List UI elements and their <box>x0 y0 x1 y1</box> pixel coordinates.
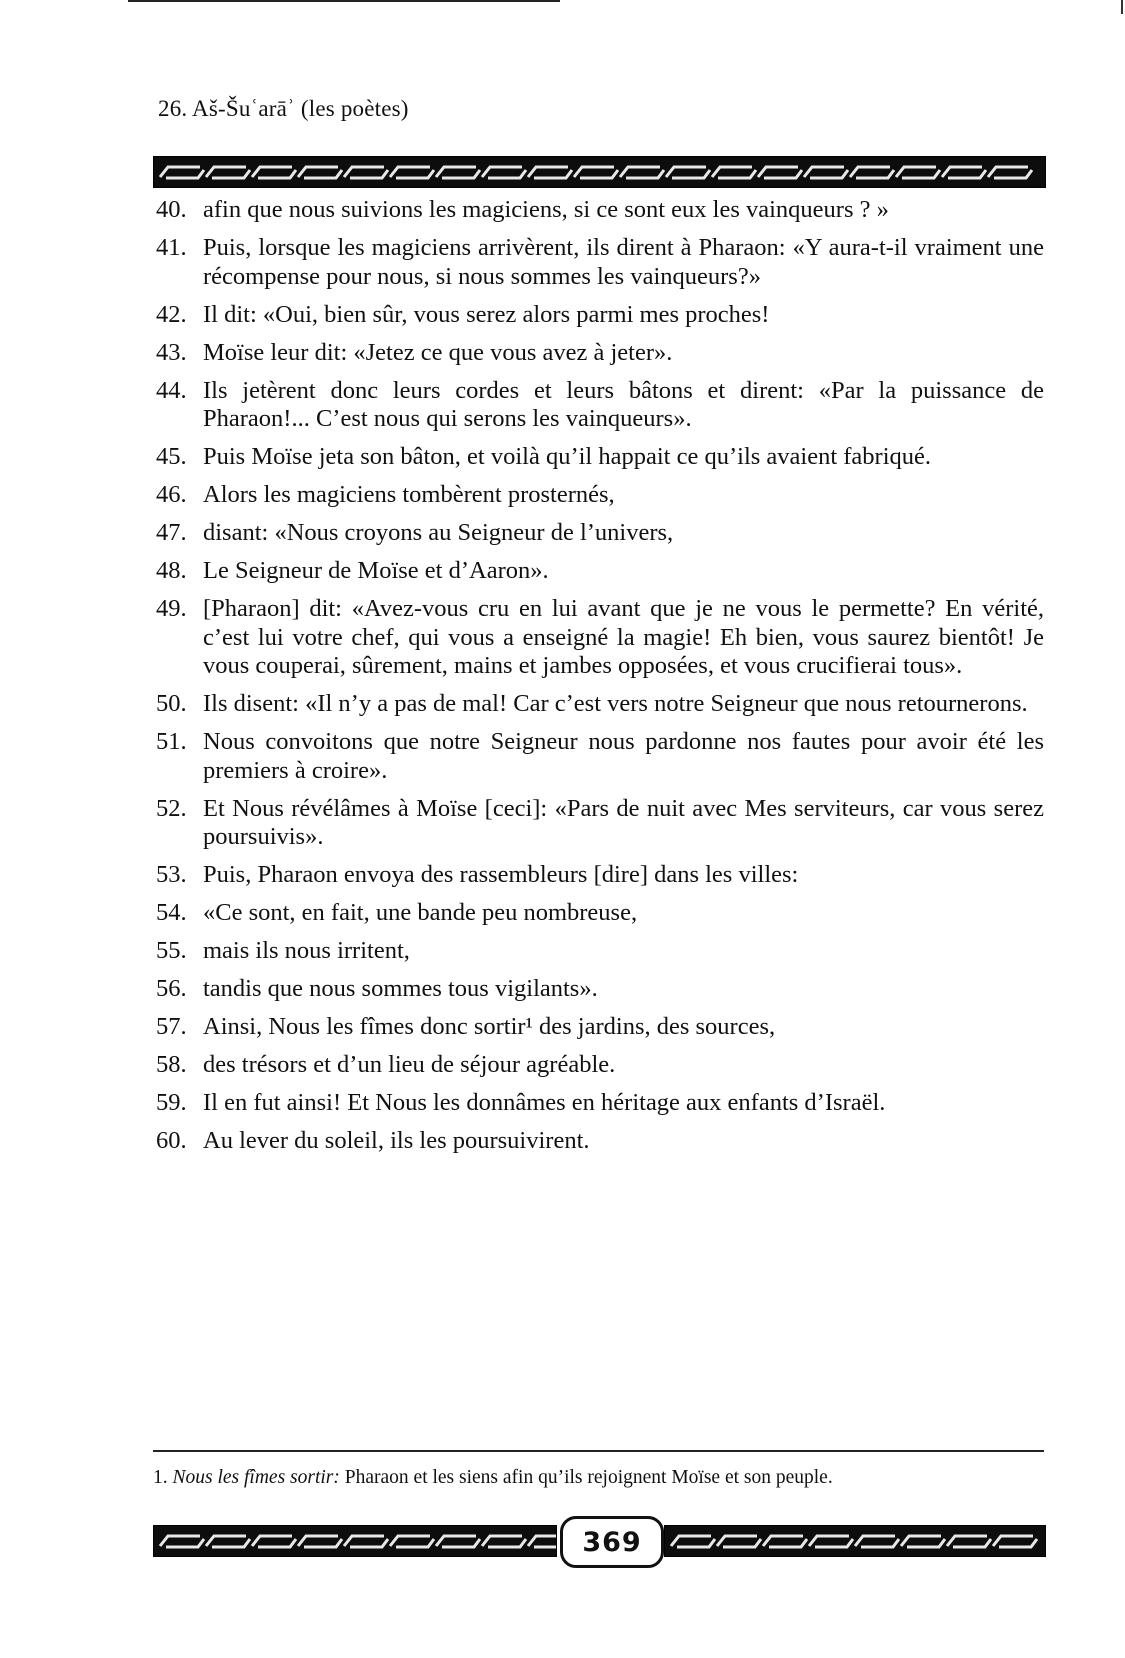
verse-number: 56. <box>156 975 187 1002</box>
verse-list <box>156 196 1044 1165</box>
verse-text: des trésors et d’un lieu de séjour agréable. <box>203 1051 616 1078</box>
verse-text: [Pharaon] dit: «Avez-vous cru en lui avant que je ne vous le permette? En vérité, c’est lui votre chef, qui vous a enseigné la magie! Eh bien, vous saurez bientôt! Je vous couperai, sûrement, mains et jambes opposées, et vous crucifierai tous». <box>203 595 1044 679</box>
chain-link <box>298 1536 342 1547</box>
chain-link <box>666 167 710 178</box>
chain-link <box>988 167 1032 178</box>
verse-number: 44. <box>156 376 187 404</box>
chain-link <box>344 167 388 178</box>
verse-text: «Ce sont, en fait, une bande peu nombreuse, <box>203 899 638 926</box>
verse-item <box>156 481 1044 510</box>
footnote <box>153 1466 1044 1490</box>
verse-text: tandis que nous sommes tous vigilants». <box>203 975 598 1002</box>
verse-number: 47. <box>156 519 187 546</box>
verse-item <box>156 234 1044 291</box>
chain-link <box>671 1536 715 1547</box>
footnote-text: Pharaon et les siens afin qu’ils rejoignent Moïse et son peuple. <box>344 1467 833 1488</box>
chain-link <box>160 167 204 178</box>
verse-text: Puis, Pharaon envoya des rassembleurs [dire] dans les villes: <box>203 861 799 888</box>
chain-link <box>482 167 526 178</box>
chain-link <box>717 1536 761 1547</box>
verse-text: mais ils nous irritent, <box>203 937 410 964</box>
chapter-header: 26. Aš-Šuʿarāʾ (les poètes) <box>158 96 409 121</box>
chain-link <box>901 1536 945 1547</box>
chain-link <box>528 167 572 178</box>
chain-pattern <box>665 1526 1045 1556</box>
top-rule <box>128 0 560 2</box>
verse-text: disant: «Nous croyons au Seigneur de l’univers, <box>203 519 674 546</box>
verse-number: 58. <box>156 1051 187 1078</box>
chain-link <box>993 1536 1037 1547</box>
verse-text: Il dit: «Oui, bien sûr, vous serez alors parmi mes proches! <box>203 300 770 328</box>
verse-item <box>156 595 1044 681</box>
page-number: 369 <box>560 1516 664 1568</box>
verse-text: Ainsi, Nous les fîmes donc sortir¹ des jardins, des sources, <box>203 1013 776 1040</box>
verse-item <box>156 795 1044 852</box>
chain-link <box>947 1536 991 1547</box>
verse-number: 49. <box>156 595 187 622</box>
verse-number: 59. <box>156 1089 187 1116</box>
chain-link <box>206 167 250 178</box>
verse-text: Nous convoitons que notre Seigneur nous pardonne nos fautes pour avoir été les premiers à croire». <box>203 728 1044 784</box>
verse-text: Moïse leur dit: «Jetez ce que vous avez à jeter». <box>203 338 673 366</box>
chain-link <box>344 1536 388 1547</box>
chain-link <box>298 167 342 178</box>
verse-text: Puis Moïse jeta son bâton, et voilà qu’il happait ce qu’ils avaient fabriqué. <box>203 443 932 470</box>
verse-text: Il en fut ainsi! Et Nous les donnâmes en héritage aux enfants d’Israël. <box>203 1089 886 1116</box>
chain-pattern <box>154 1526 556 1556</box>
verse-text: Le Seigneur de Moïse et d’Aaron». <box>203 557 549 584</box>
verse-item <box>156 728 1044 785</box>
verse-item <box>156 899 1044 928</box>
chain-link <box>252 167 296 178</box>
verse-text: Et Nous révélâmes à Moïse [ceci]: «Pars de nuit avec Mes serviteurs, car vous serez poursuivis». <box>203 794 1044 850</box>
verse-number: 48. <box>156 557 187 584</box>
chain-link <box>436 1536 480 1547</box>
verse-text: Puis, lorsque les magiciens arrivèrent, ils dirent à Pharaon: «Y aura-t-il vraiment une récompense pour nous, si nous sommes les vainqueurs?» <box>203 234 1044 290</box>
verse-item <box>156 1127 1044 1156</box>
verse-text: Alors les magiciens tombèrent prosternés, <box>203 481 615 508</box>
chain-link <box>390 1536 434 1547</box>
bottom-ornament-band-right <box>664 1525 1046 1557</box>
chain-pattern <box>154 157 1045 187</box>
verse-number: 42. <box>156 300 187 328</box>
chain-link <box>390 167 434 178</box>
verse-item <box>156 443 1044 472</box>
verse-item <box>156 301 1044 330</box>
verse-item <box>156 557 1044 586</box>
verse-number: 57. <box>156 1013 187 1040</box>
verse-number: 52. <box>156 794 187 822</box>
verse-number: 51. <box>156 728 187 755</box>
chain-link <box>758 167 802 178</box>
chain-link <box>436 167 480 178</box>
verse-item <box>156 975 1044 1004</box>
verse-text: Ils disent: «Il n’y a pas de mal! Car c’est vers notre Seigneur que nous retournerons. <box>203 690 1028 717</box>
verse-item <box>156 690 1044 719</box>
verse-number: 41. <box>156 234 187 261</box>
footnote-marker: 1. <box>153 1467 168 1488</box>
footnote-rule <box>153 1450 1044 1452</box>
verse-number: 55. <box>156 937 187 964</box>
verse-text: afin que nous suivions les magiciens, si ce sont eux les vainqueurs ? » <box>203 196 889 223</box>
verse-number: 50. <box>156 690 187 717</box>
top-ornament-band <box>153 156 1046 188</box>
chain-link <box>763 1536 807 1547</box>
chain-link <box>620 167 664 178</box>
chain-link <box>252 1536 296 1547</box>
verse-item <box>156 861 1044 890</box>
bottom-ornament-band-left <box>153 1525 557 1557</box>
chain-link <box>528 1536 556 1547</box>
verse-item <box>156 339 1044 368</box>
chain-link <box>855 1536 899 1547</box>
verse-number: 46. <box>156 481 187 508</box>
verse-item <box>156 1051 1044 1080</box>
footnote-term: Nous les fîmes sortir: <box>172 1467 340 1488</box>
verse-item <box>156 1013 1044 1042</box>
verse-number: 43. <box>156 338 187 366</box>
chain-link <box>712 167 756 178</box>
chain-link <box>809 1536 853 1547</box>
verse-item <box>156 196 1044 225</box>
chain-link <box>574 167 618 178</box>
verse-number: 45. <box>156 443 187 470</box>
chain-link <box>206 1536 250 1547</box>
verse-number: 40. <box>156 196 187 223</box>
chain-link <box>942 167 986 178</box>
edge-mark <box>1121 0 1123 14</box>
chain-link <box>804 167 848 178</box>
verse-item <box>156 1089 1044 1118</box>
chain-link <box>482 1536 526 1547</box>
verse-text: Ils jetèrent donc leurs cordes et leurs bâtons et dirent: «Par la puissance de Pharaon!... C’est nous qui serons les vainqueurs». <box>203 376 1044 432</box>
chain-link <box>160 1536 204 1547</box>
verse-item <box>156 937 1044 966</box>
chain-link <box>896 167 940 178</box>
verse-text: Au lever du soleil, ils les poursuivirent. <box>203 1127 590 1154</box>
verse-number: 54. <box>156 899 187 926</box>
verse-item <box>156 377 1044 434</box>
verse-number: 53. <box>156 861 187 888</box>
verse-number: 60. <box>156 1127 187 1154</box>
verse-item <box>156 519 1044 548</box>
chain-link <box>850 167 894 178</box>
